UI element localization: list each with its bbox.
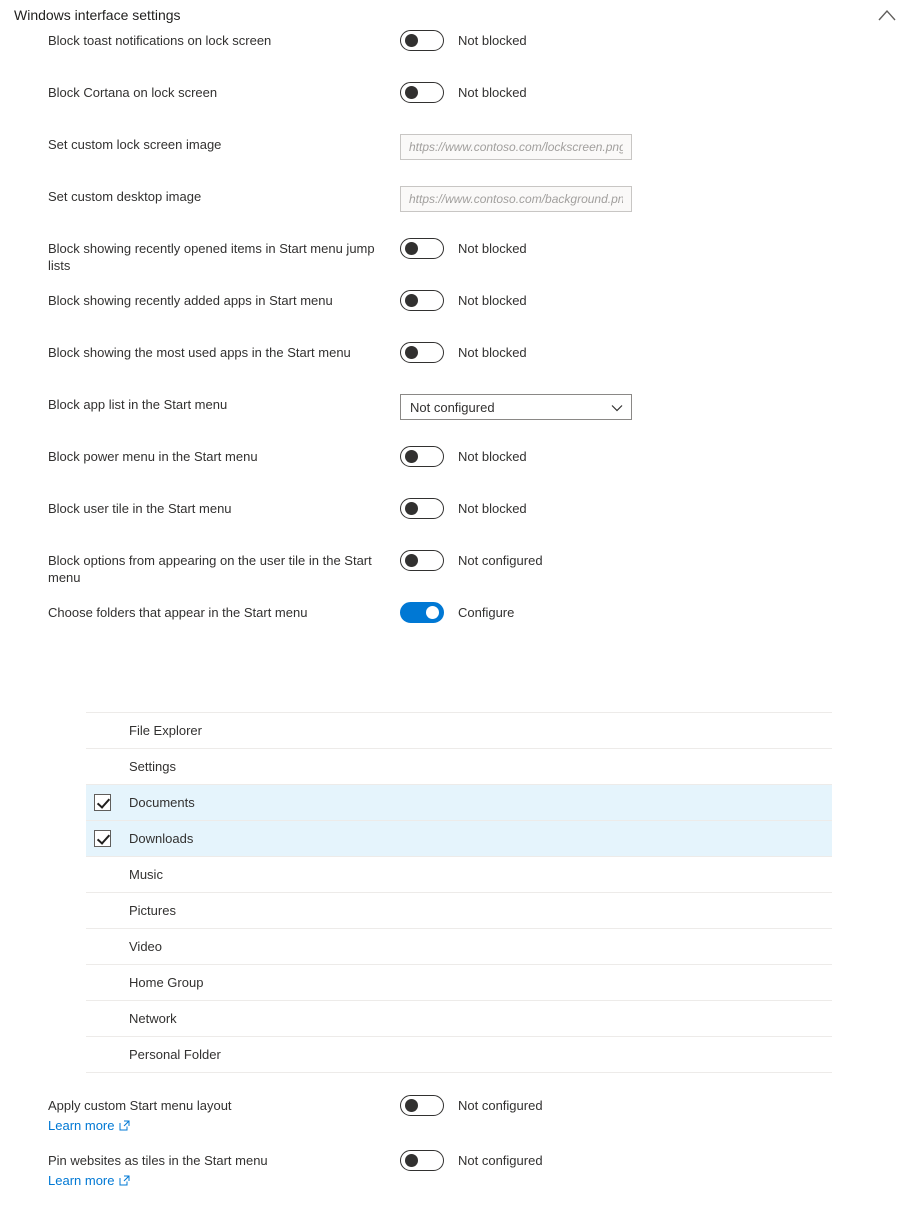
dropdown-block-app-list[interactable] [400,394,632,420]
table-row[interactable] [86,821,832,857]
setting-row [0,602,914,654]
toggle-state-label: Not blocked [458,33,527,48]
folder-checkbox[interactable] [94,1010,111,1027]
toggle-thumb [405,34,418,47]
toggle-block-recent-jump-lists[interactable] [400,238,444,259]
folder-label: Documents [129,795,195,810]
setting-label: Set custom lock screen image [48,137,222,152]
table-row[interactable] [86,965,832,1001]
folder-checkbox[interactable] [94,902,111,919]
folder-label: Settings [129,759,176,774]
setting-control [400,342,914,363]
folder-checkbox[interactable] [94,866,111,883]
toggle-block-power-menu[interactable] [400,446,444,467]
page-title: Windows interface settings [14,7,181,23]
folder-checkbox[interactable] [94,722,111,739]
setting-row [0,498,914,550]
folder-checkbox[interactable] [94,1046,111,1063]
folder-checkbox[interactable] [94,758,111,775]
setting-label [48,1150,400,1189]
toggle-state-label: Not blocked [458,449,527,464]
setting-label: Choose folders that appear in the Start menu [48,605,308,620]
folder-label: Video [129,939,163,954]
table-row[interactable] [86,1037,832,1073]
dropdown-value: Not configured [410,399,495,415]
folder-label: Downloads [129,831,194,846]
toggle-state-label: Not blocked [458,345,527,360]
toggle-block-user-tile-options[interactable] [400,550,444,571]
setting-control [400,446,914,467]
toggle-block-user-tile[interactable] [400,498,444,519]
chevron-up-icon[interactable] [874,6,900,26]
toggle-state-label: Not configured [458,1098,543,1113]
setting-label: Block user tile in the Start menu [48,501,232,516]
setting-label: Block showing recently added apps in Start menu [48,293,333,308]
lock-screen-image-input[interactable] [400,134,632,160]
toggle-state-label: Not configured [458,553,543,568]
table-row[interactable] [86,713,832,749]
table-row[interactable] [86,893,832,929]
setting-label: Block options from appearing on the user tile in the Start menu [48,553,372,585]
setting-label: Block toast notifications on lock screen [48,33,272,48]
folder-checkbox[interactable] [94,830,111,847]
toggle-block-recently-added-apps[interactable] [400,290,444,311]
learn-more-link[interactable] [48,1172,130,1189]
folder-label: Music [129,867,163,882]
setting-row [0,238,914,290]
toggle-state-label: Not blocked [458,85,527,100]
toggle-state-label: Not blocked [458,293,527,308]
table-row[interactable] [86,1001,832,1037]
toggle-block-toast-notifications[interactable] [400,30,444,51]
setting-row [0,1095,914,1150]
toggle-choose-start-menu-folders[interactable] [400,602,444,623]
toggle-thumb [405,554,418,567]
external-link-icon [119,1175,130,1186]
toggle-thumb [405,242,418,255]
toggle-thumb [426,606,439,619]
folder-checkbox[interactable] [94,794,111,811]
setting-control [400,186,914,212]
setting-control [400,602,914,623]
setting-row [0,446,914,498]
toggle-state-label: Configure [458,605,515,620]
external-link-icon [119,1120,130,1131]
settings-list [0,30,914,654]
learn-more-text: Learn more [48,1118,115,1133]
setting-control [400,1095,914,1116]
setting-label: Set custom desktop image [48,189,202,204]
setting-label: Block showing the most used apps in the Start menu [48,345,351,360]
toggle-state-label: Not blocked [458,501,527,516]
table-row[interactable] [86,749,832,785]
table-row[interactable] [86,857,832,893]
setting-label: Block Cortana on lock screen [48,85,218,100]
toggle-apply-custom-start-layout[interactable] [400,1095,444,1116]
bottom-settings-list [0,1095,914,1205]
toggle-thumb [405,502,418,515]
start-menu-folders-table [86,712,832,1073]
table-row[interactable] [86,785,832,821]
folder-checkbox[interactable] [94,938,111,955]
setting-control [400,498,914,519]
setting-control [400,550,914,571]
folder-label: Pictures [129,903,176,918]
setting-row [0,30,914,82]
table-row[interactable] [86,929,832,965]
setting-row [0,82,914,134]
setting-control [400,134,914,160]
learn-more-link[interactable] [48,1117,130,1134]
toggle-thumb [405,1099,418,1112]
folder-label: Personal Folder [129,1047,221,1062]
folder-label: File Explorer [129,723,202,738]
setting-control [400,82,914,103]
section-header [0,0,914,30]
setting-control [400,394,914,420]
setting-row [0,394,914,446]
setting-label-text: Pin websites as tiles in the Start menu [48,1153,268,1168]
setting-label [48,1095,400,1134]
desktop-image-input[interactable] [400,186,632,212]
toggle-state-label: Not blocked [458,241,527,256]
setting-label: Block app list in the Start menu [48,397,228,412]
setting-label: Block power menu in the Start menu [48,449,258,464]
chevron-down-icon [611,400,623,415]
folder-checkbox[interactable] [94,974,111,991]
toggle-thumb [405,450,418,463]
setting-row [0,342,914,394]
toggle-thumb [405,294,418,307]
setting-label: Block showing recently opened items in Start menu jump lists [48,241,375,273]
setting-control [400,238,914,259]
folder-label: Network [129,1011,177,1026]
toggle-thumb [405,346,418,359]
setting-control [400,1150,914,1171]
setting-row [0,290,914,342]
setting-row [0,550,914,602]
setting-control [400,290,914,311]
setting-label-text: Apply custom Start menu layout [48,1098,232,1113]
folder-label: Home Group [129,975,204,990]
setting-row [0,186,914,238]
toggle-block-most-used-apps[interactable] [400,342,444,363]
setting-row [0,1150,914,1205]
toggle-thumb [405,1154,418,1167]
setting-row [0,134,914,186]
learn-more-text: Learn more [48,1173,115,1188]
toggle-state-label: Not configured [458,1153,543,1168]
toggle-block-cortana-lock-screen[interactable] [400,82,444,103]
toggle-thumb [405,86,418,99]
setting-control [400,30,914,51]
toggle-pin-websites-as-tiles[interactable] [400,1150,444,1171]
